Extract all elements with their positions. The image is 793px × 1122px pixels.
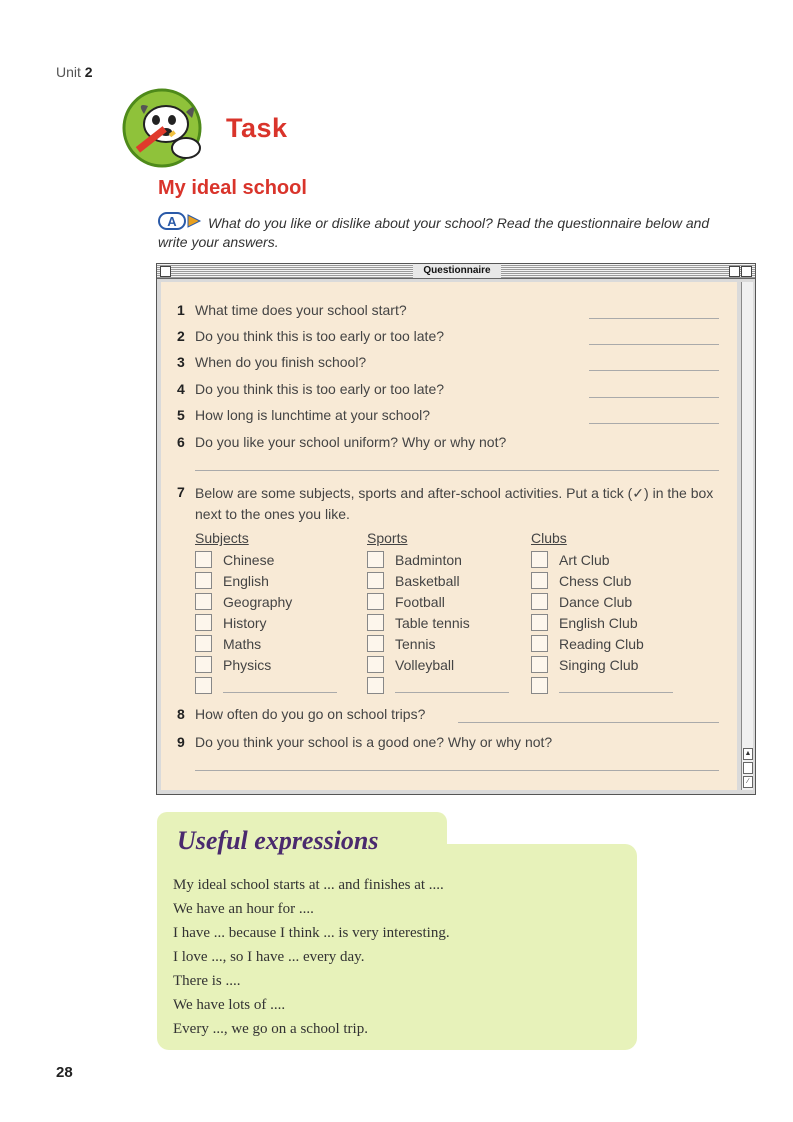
option-label: Art Club [559, 552, 610, 568]
expression-line: We have lots of .... [173, 997, 286, 1013]
option-label: Chinese [223, 552, 275, 568]
option-label: Physics [223, 657, 272, 673]
question-text: Below are some subjects, sports and after-school activities. Put a tick (✓) in the box next to the ones you like. [195, 485, 714, 522]
answer-line-8[interactable] [458, 722, 719, 723]
page-number: 28 [56, 1064, 73, 1081]
question-number: 8 [177, 706, 185, 722]
question-number: 6 [177, 434, 185, 450]
dog-mascot-icon [116, 84, 216, 170]
question-number: 3 [177, 354, 185, 370]
resize-grip-icon[interactable]: ∕ [743, 776, 753, 788]
questionnaire-content [161, 282, 737, 790]
option-label: History [223, 615, 267, 631]
other-club-line[interactable] [559, 692, 673, 693]
scroll-thumb[interactable] [743, 762, 753, 774]
other-subject-line[interactable] [223, 692, 337, 693]
instruction-text: What do you like or dislike about your school? Read the questionnaire below and write your answers. [158, 215, 710, 250]
checkbox[interactable] [531, 614, 548, 631]
option-label: Singing Club [559, 657, 639, 673]
checkbox[interactable] [195, 635, 212, 652]
answer-line-6[interactable] [195, 470, 719, 471]
question-text: How often do you go on school trips? [195, 706, 426, 722]
checkbox[interactable] [195, 677, 212, 694]
question-number: 9 [177, 734, 185, 750]
option-label: Maths [223, 636, 262, 652]
option-label: English Club [559, 615, 638, 631]
useful-expressions-box [157, 844, 637, 1050]
checkbox[interactable] [367, 656, 384, 673]
expression-line: We have an hour for .... [173, 901, 314, 917]
clubs-heading: Clubs [531, 530, 567, 546]
expression-line: There is .... [173, 973, 241, 989]
unit-number: 2 [84, 64, 93, 80]
question-number: 5 [177, 407, 185, 423]
answer-line-1[interactable] [589, 318, 719, 319]
answer-line-2[interactable] [589, 344, 719, 345]
option-label: Tennis [395, 636, 436, 652]
question-text: Do you like your school uniform? Why or why not? [195, 434, 507, 450]
option-label: Badminton [395, 552, 462, 568]
option-label: Volleyball [395, 657, 455, 673]
badge-letter: A [167, 214, 177, 229]
checkbox[interactable] [531, 593, 548, 610]
question-text: When do you finish school? [195, 354, 367, 370]
window-title: Questionnaire [413, 264, 501, 278]
window-titlebar[interactable] [157, 264, 755, 279]
checkbox[interactable] [367, 572, 384, 589]
option-label: Reading Club [559, 636, 644, 652]
checkbox[interactable] [195, 572, 212, 589]
expression-line: I have ... because I think ... is very interesting. [173, 925, 450, 941]
task-title: Task [226, 113, 288, 143]
answer-line-3[interactable] [589, 370, 719, 371]
unit-label [56, 64, 93, 80]
checkbox[interactable] [367, 635, 384, 652]
questionnaire-window [156, 263, 756, 795]
collapse-box-icon[interactable] [741, 266, 752, 277]
question-text: How long is lunchtime at your school? [195, 407, 431, 423]
unit-text: Unit [56, 64, 81, 80]
sports-heading: Sports [367, 530, 408, 546]
option-label: Geography [223, 594, 293, 610]
checkbox[interactable] [367, 677, 384, 694]
checkbox[interactable] [531, 572, 548, 589]
checkbox[interactable] [531, 635, 548, 652]
answer-line-4[interactable] [589, 397, 719, 398]
subjects-heading: Subjects [195, 530, 249, 546]
useful-expressions-title: Useful expressions [177, 826, 379, 855]
answer-line-5[interactable] [589, 423, 719, 424]
option-label: Chess Club [559, 573, 632, 589]
question-text: Do you think this is too early or too late? [195, 328, 445, 344]
expression-line: Every ..., we go on a school trip. [173, 1021, 368, 1037]
checkbox[interactable] [531, 656, 548, 673]
checkbox[interactable] [195, 593, 212, 610]
other-sport-line[interactable] [395, 692, 509, 693]
checkbox[interactable] [531, 677, 548, 694]
close-box-icon[interactable] [160, 266, 171, 277]
checkbox[interactable] [367, 593, 384, 610]
question-number: 4 [177, 381, 185, 397]
checkbox[interactable] [367, 614, 384, 631]
zoom-box-icon[interactable] [729, 266, 740, 277]
checkbox[interactable] [531, 551, 548, 568]
expression-line: I love ..., so I have ... every day. [173, 949, 365, 965]
option-label: Dance Club [559, 594, 633, 610]
expression-line: My ideal school starts at ... and finishes at .... [173, 877, 444, 893]
question-text: Do you think your school is a good one? Why or why not? [195, 734, 553, 750]
answer-line-9[interactable] [195, 770, 719, 771]
question-text: Do you think this is too early or too late? [195, 381, 445, 397]
option-label: Table tennis [395, 615, 470, 631]
option-label: Football [395, 594, 445, 610]
checkbox[interactable] [367, 551, 384, 568]
scroll-up-arrow-icon[interactable]: ▲ [743, 748, 753, 760]
vertical-scrollbar[interactable] [741, 282, 753, 790]
section-title: My ideal school [158, 177, 307, 199]
option-label: English [223, 573, 269, 589]
question-number: 1 [177, 302, 185, 318]
question-text: What time does your school start? [195, 302, 407, 318]
question-number: 2 [177, 328, 185, 344]
checkbox[interactable] [195, 551, 212, 568]
checkbox[interactable] [195, 614, 212, 631]
question-number: 7 [177, 484, 185, 500]
option-label: Basketball [395, 573, 460, 589]
checkbox[interactable] [195, 656, 212, 673]
